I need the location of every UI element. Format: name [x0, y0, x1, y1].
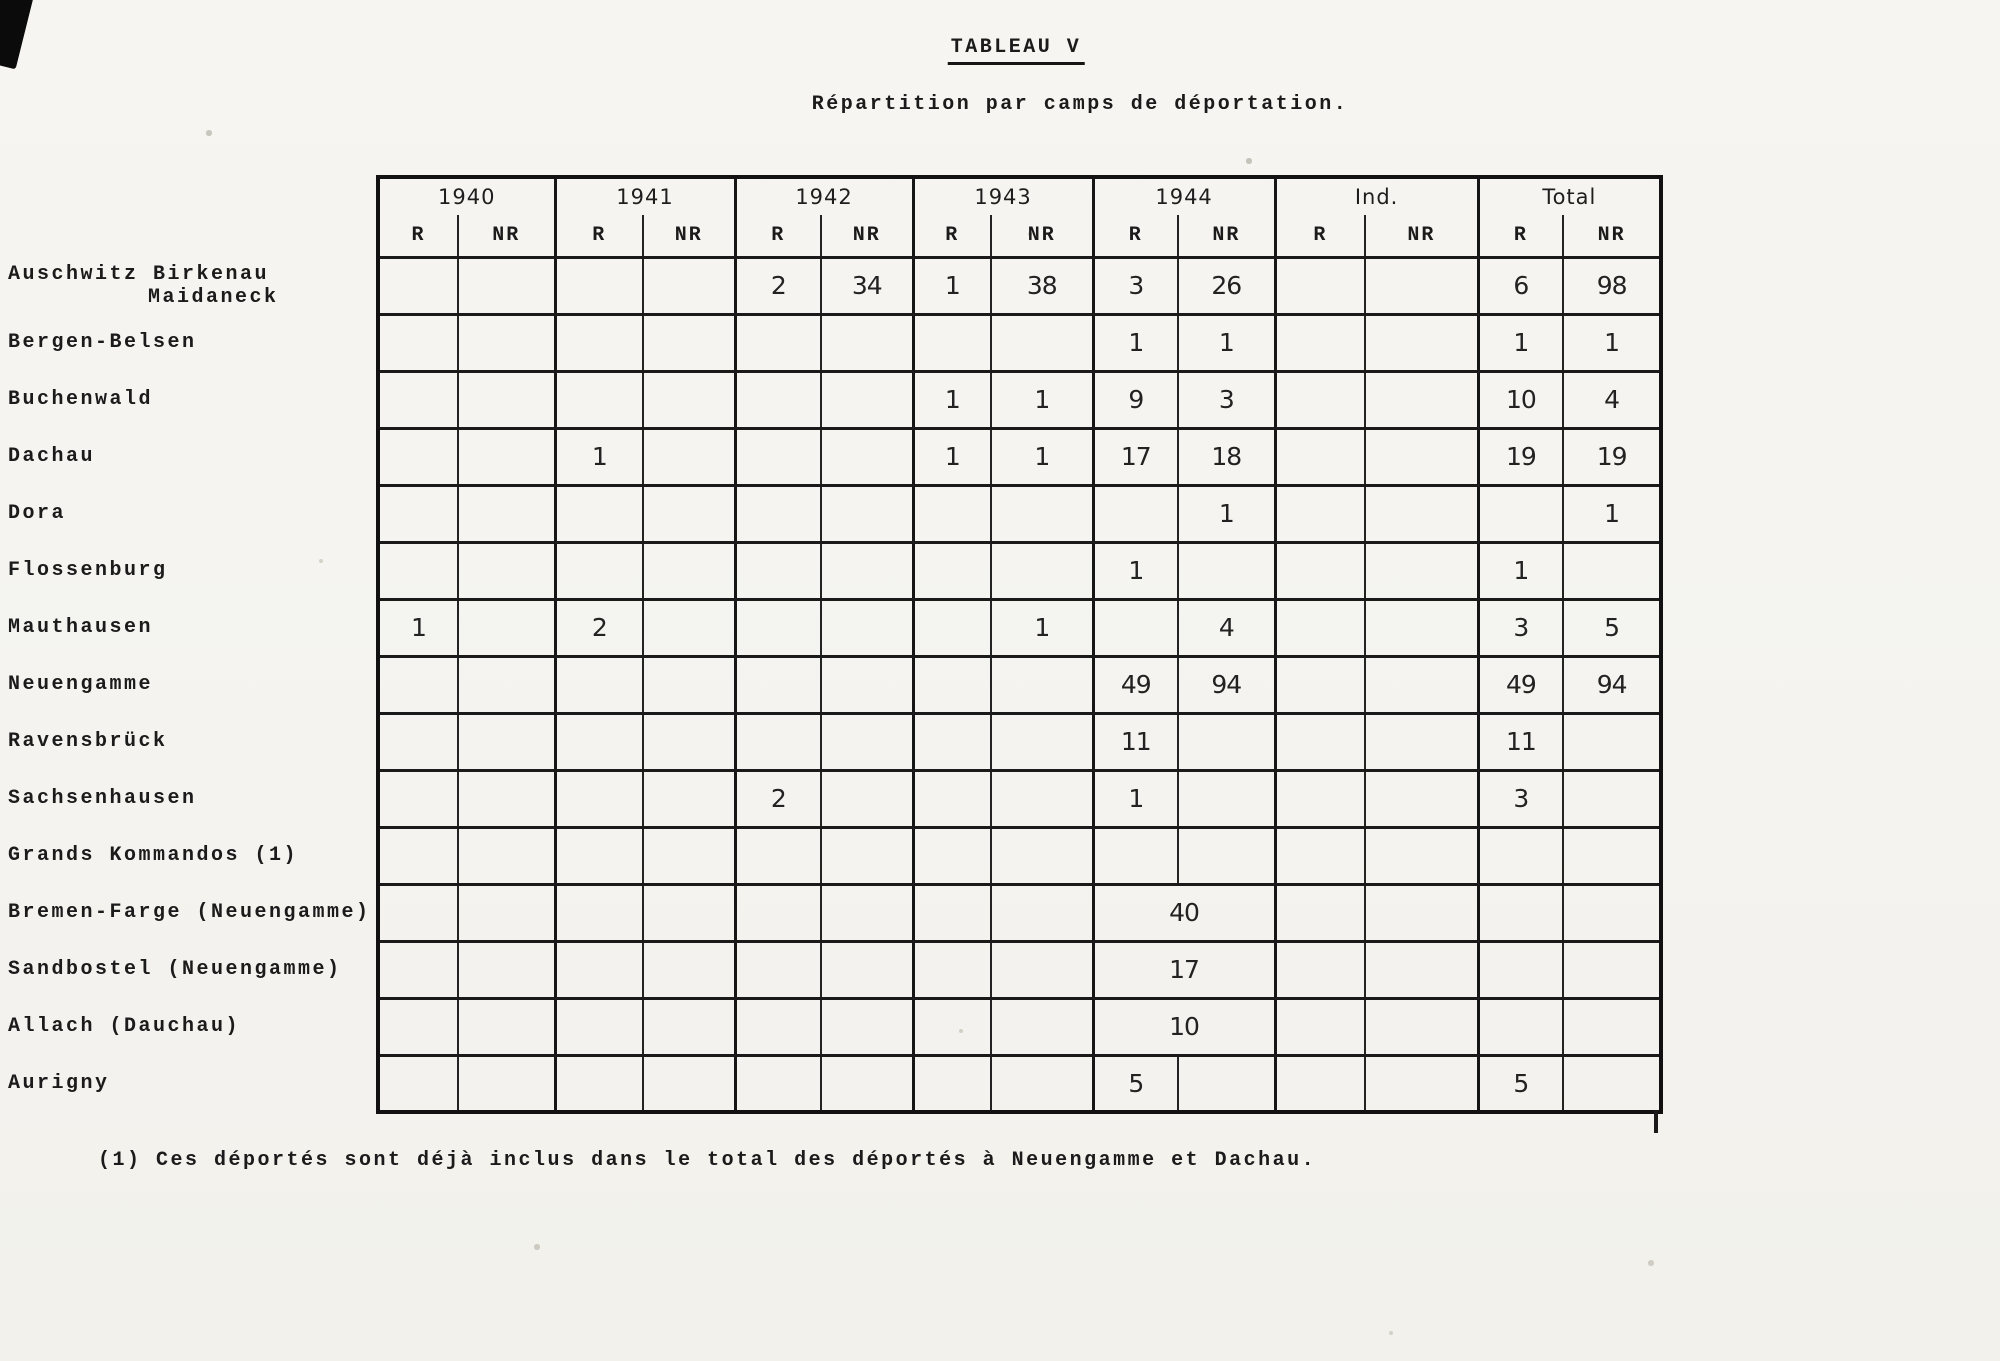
row-label-line1: Dora	[8, 502, 67, 525]
data-cell	[1365, 884, 1478, 941]
data-cell	[913, 941, 991, 998]
data-cell	[991, 713, 1093, 770]
data-cell	[913, 884, 991, 941]
data-cell: 1	[1563, 314, 1661, 371]
data-cell	[555, 314, 643, 371]
data-cell	[555, 770, 643, 827]
scan-speckles	[0, 0, 2, 2]
data-cell	[643, 371, 735, 428]
data-cell	[1093, 599, 1178, 656]
data-cell	[643, 941, 735, 998]
data-cell	[458, 485, 555, 542]
data-cell	[378, 656, 458, 713]
data-cell	[991, 314, 1093, 371]
data-cell	[378, 770, 458, 827]
data-cell	[1178, 827, 1275, 884]
data-cell	[735, 998, 821, 1055]
data-cell	[1365, 713, 1478, 770]
year-header-1944: 1944	[1093, 177, 1275, 215]
data-cell: 34	[821, 257, 913, 314]
row-label-line1: Bremen-Farge (Neuengamme)	[8, 901, 371, 924]
subheader-cell-r: R	[1093, 215, 1178, 257]
data-cell	[643, 1055, 735, 1112]
data-cell: 5	[1478, 1055, 1563, 1112]
row-label	[8, 998, 378, 1055]
row-label-line1: Flossenburg	[8, 559, 168, 582]
data-cell: 11	[1093, 713, 1178, 770]
data-cell	[821, 314, 913, 371]
data-cell	[1365, 314, 1478, 371]
data-cell	[555, 713, 643, 770]
data-cell: 1	[913, 257, 991, 314]
table-row	[8, 485, 1661, 542]
deportation-camps-table	[8, 175, 1663, 1114]
data-cell	[378, 998, 458, 1055]
data-cell	[378, 485, 458, 542]
data-cell	[643, 599, 735, 656]
data-cell	[1365, 656, 1478, 713]
data-cell	[458, 713, 555, 770]
data-cell	[821, 428, 913, 485]
data-cell	[458, 941, 555, 998]
data-cell	[1478, 884, 1563, 941]
data-cell: 1	[1478, 314, 1563, 371]
data-cell: 1	[1178, 485, 1275, 542]
year-header-total: Total	[1478, 177, 1661, 215]
data-cell	[1093, 827, 1178, 884]
data-cell	[1478, 827, 1563, 884]
data-cell	[643, 713, 735, 770]
data-cell: 11	[1478, 713, 1563, 770]
subheader-cell-nr: NR	[643, 215, 735, 257]
subheader-cell-nr: NR	[458, 215, 555, 257]
data-cell	[1563, 713, 1661, 770]
data-cell	[821, 884, 913, 941]
data-cell	[643, 257, 735, 314]
data-cell: 1	[991, 371, 1093, 428]
data-cell	[555, 542, 643, 599]
row-label-line1: Allach (Dauchau)	[8, 1015, 241, 1038]
data-cell: 1	[1093, 314, 1178, 371]
data-cell	[378, 1055, 458, 1112]
row-label-line1: Sandbostel (Neuengamme)	[8, 958, 342, 981]
data-cell	[1275, 884, 1365, 941]
data-cell	[1275, 998, 1365, 1055]
data-cell	[458, 257, 555, 314]
row-label-line1: Dachau	[8, 445, 96, 468]
table-corner-cell	[8, 215, 378, 257]
data-cell	[735, 314, 821, 371]
row-label	[8, 827, 378, 884]
row-label	[8, 941, 378, 998]
row-label	[8, 713, 378, 770]
row-label-line1: Aurigny	[8, 1072, 110, 1095]
data-cell: 1	[913, 428, 991, 485]
data-cell: 19	[1478, 428, 1563, 485]
data-cell	[1275, 257, 1365, 314]
table-row	[8, 941, 1661, 998]
year-header-1941: 1941	[555, 177, 735, 215]
subheader-cell-nr: NR	[1563, 215, 1661, 257]
data-cell	[643, 998, 735, 1055]
year-header-row	[8, 177, 1661, 215]
table-row	[8, 656, 1661, 713]
subheader-cell-r: R	[555, 215, 643, 257]
data-cell	[643, 314, 735, 371]
row-label-line1: Buchenwald	[8, 388, 154, 411]
table-row	[8, 371, 1661, 428]
data-cell	[378, 314, 458, 371]
row-label-line1: Ravensbrück	[8, 730, 168, 753]
data-cell: 94	[1178, 656, 1275, 713]
row-label	[8, 542, 378, 599]
data-cell	[735, 941, 821, 998]
data-cell	[458, 998, 555, 1055]
data-cell	[991, 941, 1093, 998]
data-cell	[643, 884, 735, 941]
table-row	[8, 827, 1661, 884]
data-cell	[643, 770, 735, 827]
data-cell	[1178, 770, 1275, 827]
table-row	[8, 314, 1661, 371]
data-cell	[1365, 941, 1478, 998]
scan-corner-artifact	[0, 0, 35, 69]
data-cell	[1275, 371, 1365, 428]
data-cell	[458, 599, 555, 656]
data-cell	[643, 656, 735, 713]
data-cell	[458, 314, 555, 371]
table-row	[8, 770, 1661, 827]
data-cell	[555, 1055, 643, 1112]
data-cell	[1275, 1055, 1365, 1112]
page-title: TABLEAU V	[948, 36, 1085, 65]
data-cell: 2	[735, 770, 821, 827]
data-cell	[378, 713, 458, 770]
data-cell	[1275, 485, 1365, 542]
data-cell: 1	[555, 428, 643, 485]
data-cell: 5	[1563, 599, 1661, 656]
data-cell	[1563, 884, 1661, 941]
data-cell: 19	[1563, 428, 1661, 485]
data-cell	[735, 542, 821, 599]
data-cell	[1275, 542, 1365, 599]
data-cell: 17	[1093, 941, 1275, 998]
data-cell	[991, 1055, 1093, 1112]
data-cell	[821, 770, 913, 827]
subheader-cell-r: R	[913, 215, 991, 257]
data-cell	[1365, 485, 1478, 542]
data-cell	[913, 1055, 991, 1112]
data-cell	[555, 656, 643, 713]
data-cell	[643, 827, 735, 884]
data-cell	[1563, 998, 1661, 1055]
data-cell	[991, 998, 1093, 1055]
data-cell	[1275, 656, 1365, 713]
data-cell	[821, 998, 913, 1055]
data-cell	[991, 485, 1093, 542]
data-cell	[1563, 1055, 1661, 1112]
data-cell	[991, 770, 1093, 827]
data-cell	[913, 485, 991, 542]
data-cell	[735, 884, 821, 941]
table-border-tail-artifact	[1654, 1110, 1658, 1133]
data-cell	[1178, 1055, 1275, 1112]
data-cell	[735, 827, 821, 884]
data-cell	[1365, 827, 1478, 884]
data-cell	[821, 542, 913, 599]
data-cell: 1	[991, 599, 1093, 656]
data-cell	[1563, 827, 1661, 884]
data-cell	[735, 428, 821, 485]
data-cell	[1478, 941, 1563, 998]
data-cell	[991, 542, 1093, 599]
data-cell	[1275, 941, 1365, 998]
table-row	[8, 428, 1661, 485]
row-label	[8, 314, 378, 371]
data-cell	[458, 884, 555, 941]
table-row	[8, 713, 1661, 770]
data-cell	[378, 542, 458, 599]
data-cell	[378, 884, 458, 941]
data-cell	[555, 257, 643, 314]
data-cell	[555, 371, 643, 428]
data-cell: 1	[1093, 542, 1178, 599]
row-label	[8, 485, 378, 542]
row-label-line1: Grands Kommandos (1)	[8, 844, 299, 867]
data-cell: 4	[1178, 599, 1275, 656]
data-cell	[991, 656, 1093, 713]
page-subtitle: Répartition par camps de déportation.	[811, 93, 1349, 116]
data-cell	[913, 770, 991, 827]
subheader-cell-r: R	[378, 215, 458, 257]
year-header-1943: 1943	[913, 177, 1093, 215]
subheader-cell-r: R	[1478, 215, 1563, 257]
row-label-line1: Bergen-Belsen	[8, 331, 197, 354]
data-cell: 1	[1093, 770, 1178, 827]
row-label-line2: Maidaneck	[148, 285, 279, 309]
table-row	[8, 884, 1661, 941]
data-cell	[1563, 542, 1661, 599]
table-row	[8, 599, 1661, 656]
data-cell	[643, 485, 735, 542]
data-cell	[1275, 827, 1365, 884]
year-header-1942: 1942	[735, 177, 913, 215]
data-cell	[735, 1055, 821, 1112]
data-cell	[1478, 485, 1563, 542]
data-cell	[1275, 428, 1365, 485]
data-cell: 10	[1478, 371, 1563, 428]
data-cell: 94	[1563, 656, 1661, 713]
table-row	[8, 1055, 1661, 1112]
data-cell: 1	[1478, 542, 1563, 599]
data-cell: 2	[555, 599, 643, 656]
data-cell: 2	[735, 257, 821, 314]
data-cell	[821, 371, 913, 428]
table-row	[8, 998, 1661, 1055]
data-cell	[458, 542, 555, 599]
data-cell	[378, 428, 458, 485]
data-cell	[991, 884, 1093, 941]
data-cell	[1365, 257, 1478, 314]
year-header-1940: 1940	[378, 177, 555, 215]
data-cell	[735, 485, 821, 542]
data-cell	[1365, 770, 1478, 827]
data-cell: 1	[1563, 485, 1661, 542]
table-header	[8, 177, 1661, 257]
table-corner-cell	[8, 177, 378, 215]
data-cell: 17	[1093, 428, 1178, 485]
data-cell	[1093, 485, 1178, 542]
data-cell	[821, 656, 913, 713]
data-cell	[821, 941, 913, 998]
row-label-line1: Auschwitz Birkenau	[8, 262, 270, 286]
data-cell	[378, 257, 458, 314]
data-cell	[458, 428, 555, 485]
row-label	[8, 770, 378, 827]
data-cell: 3	[1178, 371, 1275, 428]
row-label-line1: Sachsenhausen	[8, 787, 197, 810]
data-cell	[458, 827, 555, 884]
data-cell	[555, 485, 643, 542]
data-cell	[913, 827, 991, 884]
data-cell	[821, 485, 913, 542]
subheader-row	[8, 215, 1661, 257]
data-cell	[458, 1055, 555, 1112]
data-cell	[1365, 428, 1478, 485]
data-cell	[1365, 998, 1478, 1055]
data-cell	[821, 599, 913, 656]
data-cell: 1	[378, 599, 458, 656]
data-cell: 3	[1478, 770, 1563, 827]
data-cell	[458, 656, 555, 713]
data-cell	[1275, 599, 1365, 656]
year-header-ind: Ind.	[1275, 177, 1478, 215]
data-cell	[1365, 371, 1478, 428]
row-label-line1: Mauthausen	[8, 616, 154, 639]
table-row	[8, 542, 1661, 599]
row-label	[8, 371, 378, 428]
data-cell	[821, 713, 913, 770]
row-label	[8, 599, 378, 656]
data-cell: 26	[1178, 257, 1275, 314]
data-cell	[1365, 1055, 1478, 1112]
data-cell	[378, 827, 458, 884]
data-cell	[643, 542, 735, 599]
row-label	[8, 656, 378, 713]
data-cell: 4	[1563, 371, 1661, 428]
data-cell	[1178, 542, 1275, 599]
data-cell	[735, 599, 821, 656]
data-cell	[913, 542, 991, 599]
row-label-line1: Neuengamme	[8, 673, 154, 696]
data-cell	[913, 998, 991, 1055]
data-cell	[555, 827, 643, 884]
data-cell	[458, 371, 555, 428]
footnote: (1) Ces déportés sont déjà inclus dans le total des déportés à Neuengamme et Dachau.	[98, 1149, 1317, 1172]
data-cell	[821, 827, 913, 884]
data-cell	[643, 428, 735, 485]
data-cell: 49	[1093, 656, 1178, 713]
data-cell: 49	[1478, 656, 1563, 713]
data-cell: 38	[991, 257, 1093, 314]
data-cell: 3	[1093, 257, 1178, 314]
data-cell	[913, 656, 991, 713]
data-cell	[1275, 713, 1365, 770]
data-cell	[1365, 542, 1478, 599]
data-cell	[1178, 713, 1275, 770]
data-cell: 18	[1178, 428, 1275, 485]
data-cell	[735, 713, 821, 770]
data-cell	[555, 998, 643, 1055]
table-row	[8, 257, 1661, 314]
data-cell	[735, 656, 821, 713]
data-cell: 1	[991, 428, 1093, 485]
subheader-cell-r: R	[1275, 215, 1365, 257]
data-cell	[1563, 941, 1661, 998]
row-label	[8, 884, 378, 941]
data-cell	[1275, 770, 1365, 827]
data-cell	[821, 1055, 913, 1112]
data-cell	[1478, 998, 1563, 1055]
data-cell: 9	[1093, 371, 1178, 428]
subheader-cell-r: R	[735, 215, 821, 257]
data-cell	[1563, 770, 1661, 827]
row-label	[8, 1055, 378, 1112]
row-label	[8, 428, 378, 485]
subheader-cell-nr: NR	[991, 215, 1093, 257]
data-cell: 1	[913, 371, 991, 428]
data-cell	[378, 371, 458, 428]
row-label	[8, 257, 378, 314]
data-cell	[913, 713, 991, 770]
data-cell: 5	[1093, 1055, 1178, 1112]
subheader-cell-nr: NR	[1365, 215, 1478, 257]
data-cell	[913, 314, 991, 371]
subheader-cell-nr: NR	[821, 215, 913, 257]
data-cell: 6	[1478, 257, 1563, 314]
data-cell: 40	[1093, 884, 1275, 941]
data-cell	[458, 770, 555, 827]
table-body	[8, 257, 1661, 1112]
subheader-cell-nr: NR	[1178, 215, 1275, 257]
data-cell: 1	[1178, 314, 1275, 371]
data-cell	[1275, 314, 1365, 371]
data-cell	[378, 941, 458, 998]
data-cell	[555, 884, 643, 941]
data-cell: 98	[1563, 257, 1661, 314]
data-cell: 10	[1093, 998, 1275, 1055]
data-cell	[555, 941, 643, 998]
data-cell	[913, 599, 991, 656]
data-cell	[991, 827, 1093, 884]
data-cell	[1365, 599, 1478, 656]
data-cell: 3	[1478, 599, 1563, 656]
data-cell	[735, 371, 821, 428]
